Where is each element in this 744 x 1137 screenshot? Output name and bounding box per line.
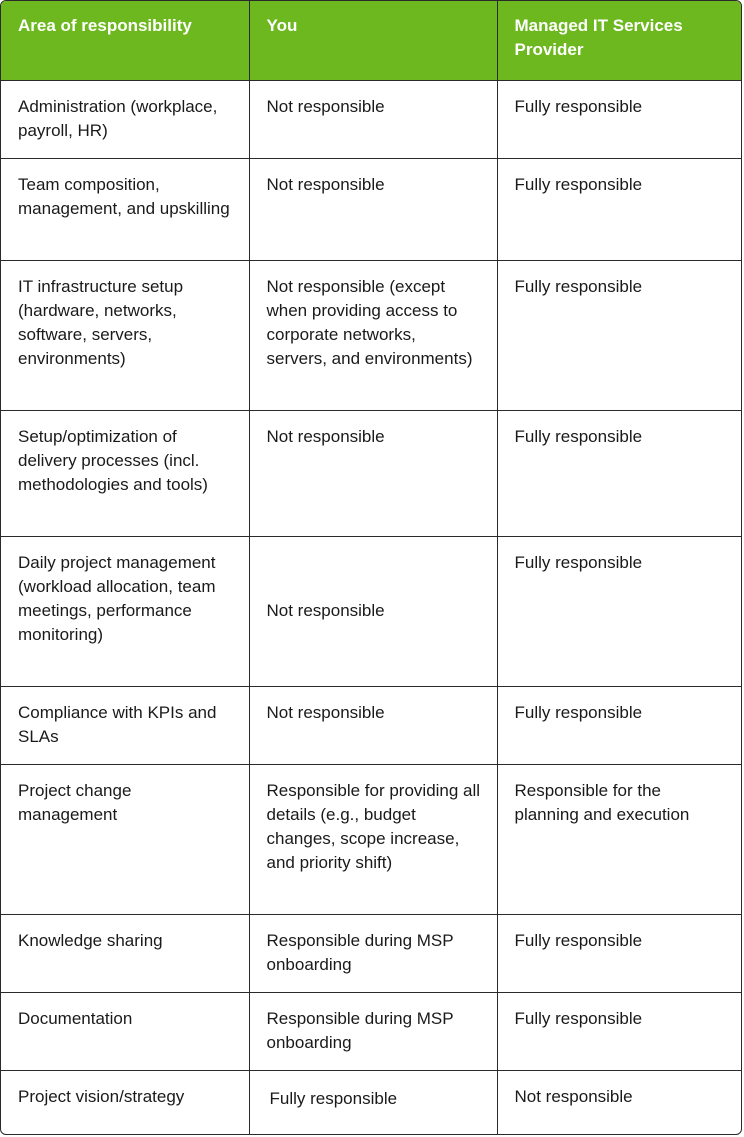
cell-area: Project change management bbox=[1, 764, 249, 914]
cell-you: Not responsible bbox=[249, 80, 497, 158]
cell-area: Compliance with KPIs and SLAs bbox=[1, 686, 249, 764]
table-row bbox=[1, 764, 741, 914]
cell-msp: Fully responsible bbox=[497, 158, 741, 260]
cell-msp: Responsible for the planning and execution bbox=[497, 764, 741, 914]
header-area: Area of responsibility bbox=[1, 1, 249, 80]
responsibility-table bbox=[1, 1, 741, 1135]
cell-msp: Not responsible bbox=[497, 1070, 741, 1135]
table-row bbox=[1, 992, 741, 1070]
cell-you: Responsible for providing all details (e.g., budget changes, scope increase, and priority shift) bbox=[249, 764, 497, 914]
cell-you: Responsible during MSP onboarding bbox=[249, 992, 497, 1070]
cell-msp: Fully responsible bbox=[497, 992, 741, 1070]
cell-you: Not responsible (except when providing access to corporate networks, servers, and environments) bbox=[249, 260, 497, 410]
cell-area: Daily project management (workload allocation, team meetings, performance monitoring) bbox=[1, 536, 249, 686]
cell-you: Responsible during MSP onboarding bbox=[249, 914, 497, 992]
table-row bbox=[1, 536, 741, 686]
cell-area: Knowledge sharing bbox=[1, 914, 249, 992]
cell-area: Documentation bbox=[1, 992, 249, 1070]
table-header-row bbox=[1, 1, 741, 80]
cell-area: Setup/optimization of delivery processes (incl. methodologies and tools) bbox=[1, 410, 249, 536]
cell-you: Not responsible bbox=[249, 536, 497, 686]
cell-you: Not responsible bbox=[249, 158, 497, 260]
table-row bbox=[1, 158, 741, 260]
cell-area: Team composition, management, and upskilling bbox=[1, 158, 249, 260]
cell-msp: Fully responsible bbox=[497, 686, 741, 764]
cell-area: Administration (workplace, payroll, HR) bbox=[1, 80, 249, 158]
table-row bbox=[1, 914, 741, 992]
cell-msp: Fully responsible bbox=[497, 80, 741, 158]
table-row bbox=[1, 1070, 741, 1135]
cell-you: Not responsible bbox=[249, 686, 497, 764]
header-you: You bbox=[249, 1, 497, 80]
cell-you: Not responsible bbox=[249, 410, 497, 536]
cell-msp: Fully responsible bbox=[497, 536, 741, 686]
header-msp: Managed IT Services Provider bbox=[497, 1, 741, 80]
cell-area: IT infrastructure setup (hardware, networks, software, servers, environments) bbox=[1, 260, 249, 410]
cell-msp: Fully responsible bbox=[497, 260, 741, 410]
table-row bbox=[1, 80, 741, 158]
cell-area: Project vision/strategy bbox=[1, 1070, 249, 1135]
table-row bbox=[1, 686, 741, 764]
cell-you: Fully responsible bbox=[249, 1070, 497, 1135]
cell-msp: Fully responsible bbox=[497, 410, 741, 536]
table-row bbox=[1, 410, 741, 536]
cell-msp: Fully responsible bbox=[497, 914, 741, 992]
table-row bbox=[1, 260, 741, 410]
